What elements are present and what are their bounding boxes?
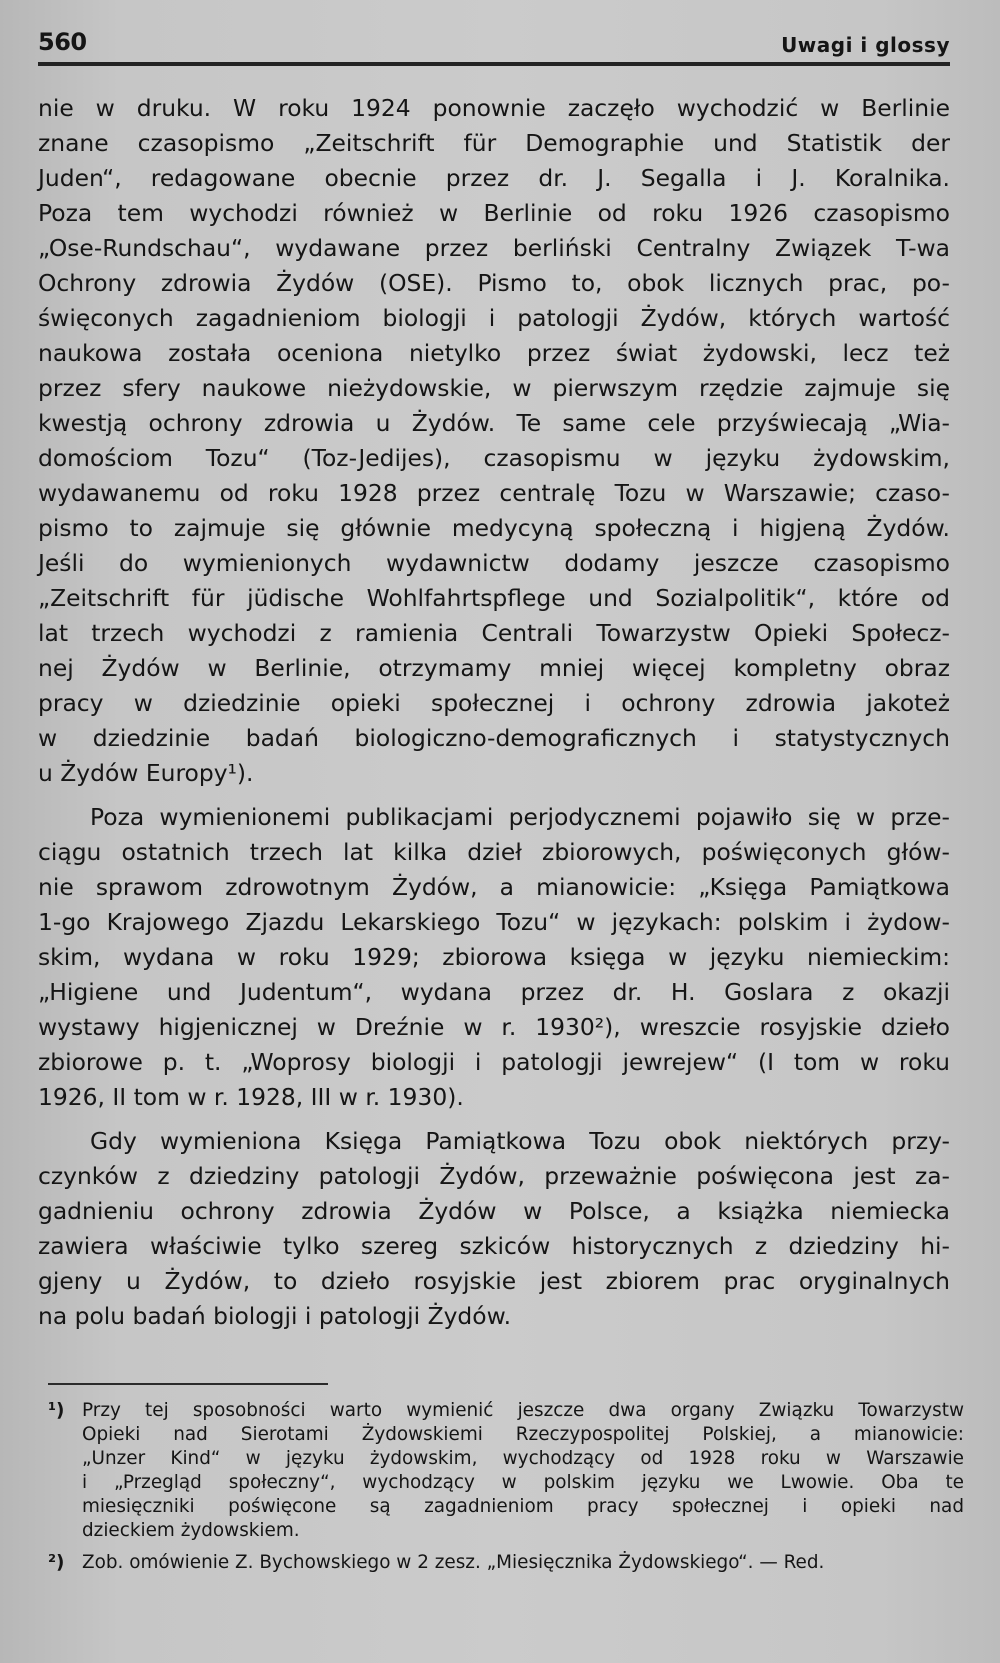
text-line: 1-go Krajowego Zjazdu Lekarskiego Tozu“ w językach: polskim i żydow-: [38, 908, 950, 936]
text-line: u Żydów Europy¹).: [38, 759, 254, 787]
text-line: pracy w dziedzinie opieki społecznej i ochrony zdrowia jakoteż: [38, 689, 950, 717]
footnote-body: [82, 1551, 964, 1575]
footnote-body: [82, 1399, 964, 1543]
text-line: pismo to zajmuje się głównie medycyną społeczną i higjeną Żydów.: [38, 514, 950, 542]
paragraph-3: [38, 1124, 950, 1334]
body-text: [38, 91, 950, 1334]
text-line: znane czasopismo „Zeitschrift für Demographie und Statistik der: [38, 129, 950, 157]
text-line: „Zeitschrift für jüdische Wohlfahrtspflege und Sozialpolitik“, które od: [38, 584, 950, 612]
text-line: Jeśli do wymienionych wydawnictw dodamy jeszcze czasopismo: [38, 549, 950, 577]
text-line: gjeny u Żydów, to dzieło rosyjskie jest zbiorem prac oryginalnych: [38, 1267, 950, 1295]
text-line: zbiorowe p. t. „Woprosy biologji i patologji jewrejew“ (I tom w roku: [38, 1048, 950, 1076]
footnotes: [48, 1399, 964, 1575]
text-line: na polu badań biologji i patologji Żydów.: [38, 1302, 512, 1330]
text-line: czynków z dziedziny patologji Żydów, przeważnie poświęcona jest za-: [38, 1162, 950, 1190]
text-line: naukowa została oceniona nietylko przez świat żydowski, lecz też: [38, 339, 950, 367]
text-line: Juden“, redagowane obecnie przez dr. J. Segalla i J. Koralnika.: [38, 164, 950, 192]
text-line: nie w druku. W roku 1924 ponownie zaczęło wychodzić w Berlinie: [38, 94, 950, 122]
paragraph-2: [38, 800, 950, 1115]
text-line: nie sprawom zdrowotnym Żydów, a mianowicie: „Księga Pamiątkowa: [38, 873, 950, 901]
text-line: Gdy wymieniona Księga Pamiątkowa Tozu obok niektórych przy-: [90, 1127, 950, 1155]
text-line: 1926, II tom w r. 1928, III w r. 1930).: [38, 1083, 464, 1111]
text-line: święconych zagadnieniom biologji i patologji Żydów, których wartość: [38, 304, 950, 332]
footnote-marker: ²): [48, 1552, 65, 1573]
footnote-line: i „Przegląd społeczny“, wychodzący w polskim języku we Lwowie. Oba te: [82, 1472, 964, 1493]
running-head: Uwagi i glossy: [781, 33, 950, 57]
text-line: Poza wymienionemi publikacjami perjodycznemi pojawiło się w prze-: [90, 803, 950, 831]
text-line: Ochrony zdrowia Żydów (OSE). Pismo to, obok licznych prac, po-: [38, 269, 950, 297]
text-line: domościom Tozu“ (Toz-Jedijes), czasopismu w języku żydowskim,: [38, 444, 950, 472]
footnote-marker: ¹): [48, 1400, 65, 1421]
paragraph-1: [38, 91, 950, 791]
text-line: „Higiene und Judentum“, wydana przez dr. H. Goslara z okazji: [38, 978, 950, 1006]
text-line: kwestją ochrony zdrowia u Żydów. Te same cele przyświecają „Wia-: [38, 409, 950, 437]
text-line: gadnieniu ochrony zdrowia Żydów w Polsce, a książka niemiecka: [38, 1197, 950, 1225]
footnote-1: [48, 1399, 964, 1543]
footnote-line: Zob. omówienie Z. Bychowskiego w 2 zesz. „Miesięcznika Żydowskiego“. — Red.: [82, 1552, 825, 1573]
text-line: wystawy higjenicznej w Dreźnie w r. 1930²), wreszcie rosyjskie dzieło: [38, 1013, 950, 1041]
text-line: zawiera właściwie tylko szereg szkiców historycznych z dziedziny hi-: [38, 1232, 950, 1260]
footnote-line: miesięczniki poświęcone są zagadnieniom pracy społecznej i opieki nad: [82, 1496, 964, 1517]
footnote-rule: [48, 1383, 328, 1385]
footnote-line: Opieki nad Sierotami Żydowskiemi Rzeczypospolitej Polskiej, a mianowicie:: [82, 1424, 964, 1445]
footnote-2: [48, 1551, 964, 1575]
text-line: nej Żydów w Berlinie, otrzymamy mniej więcej kompletny obraz: [38, 654, 950, 682]
page-header: [38, 26, 950, 60]
page-number: 560: [38, 28, 87, 56]
text-line: przez sfery naukowe nieżydowskie, w pierwszym rzędzie zajmuje się: [38, 374, 950, 402]
text-line: Poza tem wychodzi również w Berlinie od roku 1926 czasopismo: [38, 199, 950, 227]
text-line: „Ose-Rundschau“, wydawane przez berliński Centralny Związek T-wa: [38, 234, 950, 262]
text-line: ciągu ostatnich trzech lat kilka dzieł zbiorowych, poświęconych głów-: [38, 838, 950, 866]
header-rule: [38, 62, 950, 66]
text-line: skim, wydana w roku 1929; zbiorowa księga w języku niemieckim:: [38, 943, 950, 971]
text-line: wydawanemu od roku 1928 przez centralę Tozu w Warszawie; czaso-: [38, 479, 950, 507]
footnote-line: „Unzer Kind“ w języku żydowskim, wychodzący od 1928 roku w Warszawie: [82, 1448, 964, 1469]
footnote-line: Przy tej sposobności warto wymienić jeszcze dwa organy Związku Towarzystw: [82, 1400, 964, 1421]
footnote-line: dzieckiem żydowskiem.: [82, 1520, 300, 1541]
text-line: lat trzech wychodzi z ramienia Centrali Towarzystw Opieki Społecz-: [38, 619, 950, 647]
text-line: w dziedzinie badań biologiczno-demograficznych i statystycznych: [38, 724, 950, 752]
